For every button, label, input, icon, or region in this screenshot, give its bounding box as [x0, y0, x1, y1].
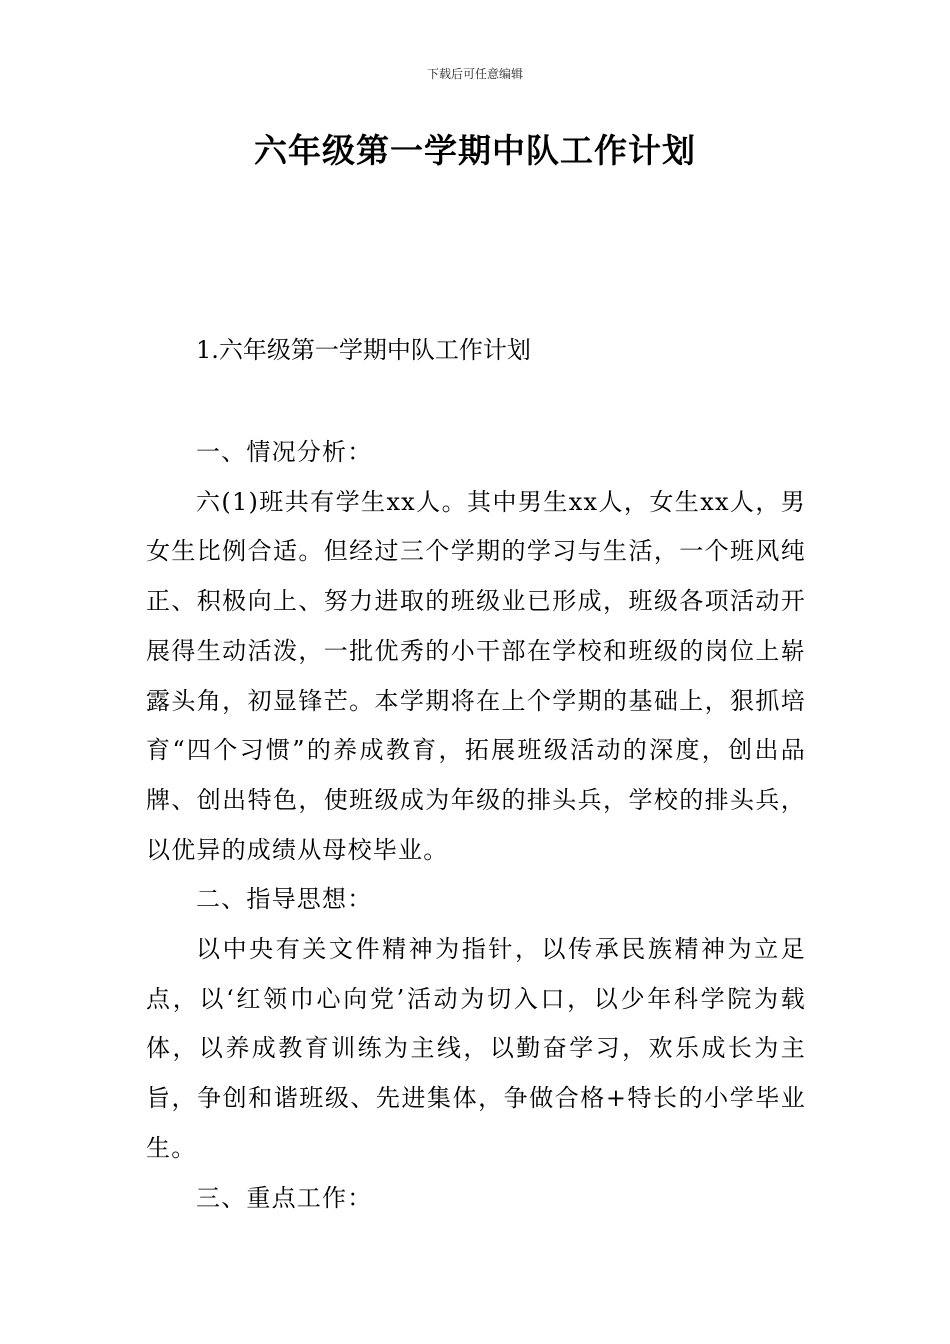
document-body: [146, 428, 806, 1223]
section-paragraph: 以中央有关文件精神为指针，以传承民族精神为立足点，以‘红领巾心向党’活动为切入口，以少年科学院为载体，以养成教育训练为主线，以勤奋学习，欢乐成长为主旨，争创和谐班级、先进集体，争做合格+特长的小学毕业生。: [146, 935, 806, 1162]
document-title: 六年级第一学期中队工作计划: [254, 131, 696, 170]
section-heading: 一、情况分析：: [196, 438, 373, 466]
header-note: 下载后可任意编辑: [426, 67, 523, 81]
section-reference: 1.六年级第一学期中队工作计划: [196, 336, 531, 364]
section-paragraph: 六(1)班共有学生xx人。其中男生xx人，女生xx人，男女生比例合适。但经过三个学期的学习与生活，一个班风纯正、积极向上、努力进取的班级业已形成，班级各项活动开展得生动活泼，一批优秀的小干部在学校和班级的岗位上崭露头角，初显锋芒。本学期将在上个学期的基础上，狠抓培育“四个习惯”的养成教育，拓展班级活动的深度，创出品牌、创出特色，使班级成为年级的排头兵，学校的排头兵，以优异的成绩从母校毕业。: [146, 487, 806, 864]
section-heading: 二、指导思想：: [196, 885, 373, 914]
section-heading: 三、重点工作：: [196, 1183, 373, 1212]
